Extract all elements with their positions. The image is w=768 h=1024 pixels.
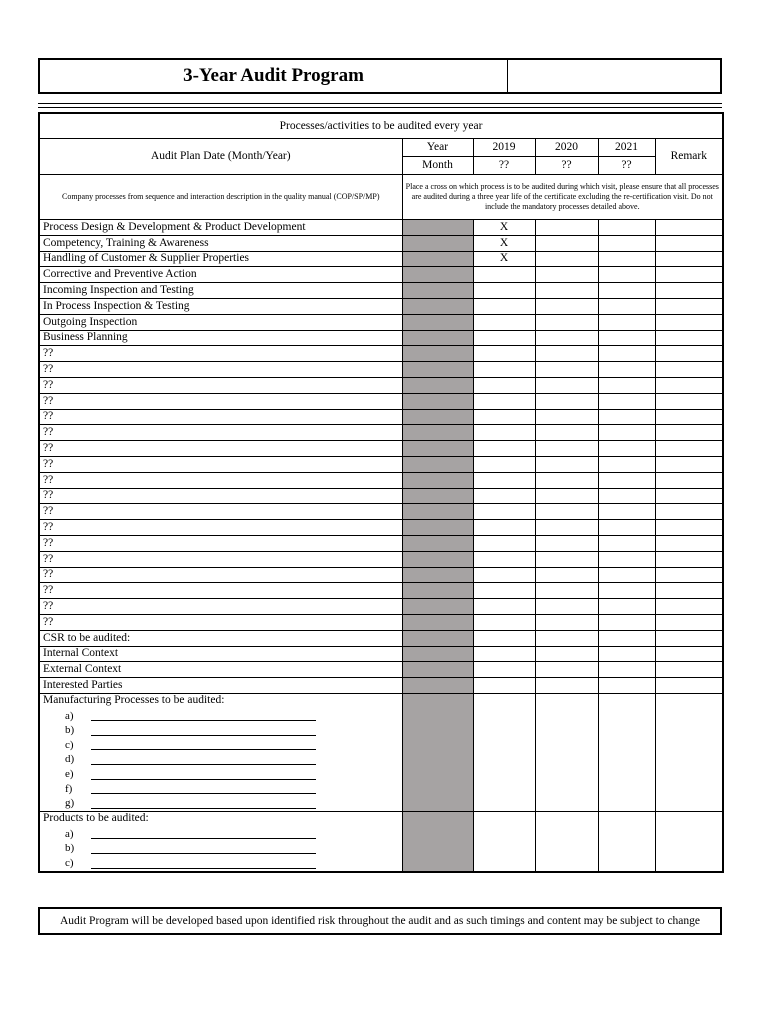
shaded-cell [402,283,473,299]
cell-2019[interactable] [473,298,535,314]
page-title: 3-Year Audit Program [40,60,508,92]
process-label: ?? [39,599,402,615]
shaded-cell [402,267,473,283]
process-label: ?? [39,583,402,599]
shaded-cell [402,441,473,457]
cell-2019[interactable] [473,330,535,346]
table-row [39,646,723,662]
cell-2020[interactable] [535,283,598,299]
process-label: ?? [39,377,402,393]
shaded-cell [402,812,473,872]
cell-2020[interactable] [535,441,598,457]
remark-cell[interactable] [655,520,723,536]
remark-cell[interactable] [655,504,723,520]
products-item [43,827,399,842]
table-row [39,362,723,378]
cell-2019[interactable] [473,583,535,599]
item-letter: a) [65,709,74,722]
table-row [39,298,723,314]
cell-2019[interactable] [473,614,535,630]
cell-2021[interactable] [598,298,655,314]
shaded-cell [402,472,473,488]
products-item [43,856,399,871]
item-letter: b) [65,842,75,855]
process-label: Business Planning [39,330,402,346]
cell-2020[interactable] [535,425,598,441]
process-label: Incoming Inspection and Testing [39,283,402,299]
shaded-cell [402,488,473,504]
year-label: Year [402,139,473,157]
remark-cell[interactable] [655,614,723,630]
shaded-cell [402,220,473,236]
shaded-cell [402,251,473,267]
process-label: Competency, Training & Awareness [39,235,402,251]
remark-cell[interactable] [655,314,723,330]
table-row [39,314,723,330]
cell-2020[interactable] [535,535,598,551]
cell-2021[interactable] [598,488,655,504]
remark-cell[interactable] [655,630,723,646]
item-letter: c) [65,738,74,751]
year-row [39,139,723,157]
cell-2019[interactable]: X [473,235,535,251]
shaded-cell [402,504,473,520]
manufacturing-processes-item [43,782,399,797]
table-row [39,520,723,536]
products-item [43,842,399,857]
table-row [39,472,723,488]
process-label: Process Design & Development & Product Development [39,220,402,236]
products-row [39,812,723,872]
cell-2021[interactable] [598,425,655,441]
shaded-cell [402,425,473,441]
cell-2020[interactable] [535,409,598,425]
year-2020: 2020 [535,139,598,157]
cell-2020[interactable] [535,377,598,393]
table-row [39,630,723,646]
cell-2019[interactable] [473,362,535,378]
process-label: Internal Context [39,646,402,662]
cell-2019[interactable] [473,346,535,362]
table-row [39,346,723,362]
cell-2020[interactable] [535,567,598,583]
remark-cell[interactable] [655,251,723,267]
cell-2021[interactable] [598,678,655,694]
shaded-cell [402,583,473,599]
process-label: ?? [39,393,402,409]
cell-2020[interactable] [535,488,598,504]
process-label: ?? [39,362,402,378]
process-label: ?? [39,346,402,362]
shaded-cell [402,551,473,567]
process-label: ?? [39,488,402,504]
cell-2020[interactable] [535,583,598,599]
cell-2019[interactable] [473,693,535,811]
blank-line[interactable] [91,799,316,809]
remark-cell[interactable] [655,693,723,811]
remark-cell[interactable] [655,362,723,378]
remark-cell[interactable] [655,267,723,283]
shaded-cell [402,567,473,583]
cell-2019[interactable] [473,425,535,441]
shaded-cell [402,314,473,330]
manufacturing-processes-item [43,753,399,768]
item-letter: e) [65,768,74,781]
blank-line[interactable] [91,755,316,765]
remark-cell[interactable] [655,377,723,393]
cell-2019[interactable] [473,314,535,330]
remark-cell[interactable] [655,488,723,504]
blank-line[interactable] [91,859,316,869]
item-letter: a) [65,827,74,840]
instructions-text: Place a cross on which process is to be audited during which visit, please ensure that all processes are audited during a three year life of the certificate excluding the re-certification visit. Do not include the mandatory processes detailed above. [402,175,723,220]
cell-2020[interactable] [535,267,598,283]
remark-label: Remark [655,139,723,175]
process-label: CSR to be audited: [39,630,402,646]
cell-2019[interactable] [473,393,535,409]
shaded-cell [402,678,473,694]
table-row [39,441,723,457]
blank-line[interactable] [91,844,316,854]
table-row [39,662,723,678]
manufacturing-processes-row [39,693,723,811]
divider-line [38,103,722,104]
cell-2021[interactable] [598,220,655,236]
remark-cell[interactable] [655,235,723,251]
cell-2019[interactable]: X [473,251,535,267]
cell-2021[interactable] [598,812,655,872]
table-row [39,409,723,425]
cell-2021[interactable] [598,630,655,646]
process-label: ?? [39,456,402,472]
cell-2019[interactable] [473,551,535,567]
remark-cell[interactable] [655,330,723,346]
cell-2020[interactable] [535,504,598,520]
remark-cell[interactable] [655,646,723,662]
shaded-cell [402,456,473,472]
table-row [39,425,723,441]
cell-2019[interactable] [473,812,535,872]
remark-cell[interactable] [655,583,723,599]
shaded-cell [402,235,473,251]
table-row [39,330,723,346]
cell-2021[interactable] [598,614,655,630]
table-row [39,283,723,299]
process-label: ?? [39,520,402,536]
table-row [39,678,723,694]
cell-2019[interactable] [473,520,535,536]
blank-line[interactable] [91,711,316,721]
cell-2020[interactable] [535,551,598,567]
item-letter: d) [65,753,75,766]
cell-2021[interactable] [598,267,655,283]
item-letter: b) [65,724,75,737]
cell-2020[interactable] [535,693,598,811]
table-row [39,567,723,583]
remark-cell[interactable] [655,472,723,488]
shaded-cell [402,535,473,551]
remark-cell[interactable] [655,393,723,409]
shaded-cell [402,393,473,409]
shaded-cell [402,646,473,662]
table-row [39,456,723,472]
blank-line[interactable] [91,770,316,780]
remark-cell[interactable] [655,441,723,457]
cell-2019[interactable] [473,377,535,393]
month-2021: ?? [598,157,655,175]
cell-2021[interactable] [598,535,655,551]
table-row [39,251,723,267]
cell-2021[interactable] [598,441,655,457]
process-label: External Context [39,662,402,678]
table-row [39,267,723,283]
cell-2019[interactable] [473,456,535,472]
blank-line[interactable] [91,784,316,794]
table-row [39,504,723,520]
cell-2020[interactable] [535,678,598,694]
cell-2019[interactable] [473,488,535,504]
cell-2021[interactable] [598,583,655,599]
cell-2021[interactable] [598,377,655,393]
cell-2019[interactable] [473,662,535,678]
remark-cell[interactable] [655,662,723,678]
shaded-cell [402,599,473,615]
table-row [39,583,723,599]
month-label: Month [402,157,473,175]
cell-2020[interactable] [535,220,598,236]
process-label: ?? [39,535,402,551]
cell-2020[interactable] [535,362,598,378]
remark-cell[interactable] [655,298,723,314]
manufacturing-processes-item [43,724,399,739]
year-2019: 2019 [473,139,535,157]
shaded-cell [402,298,473,314]
remark-cell[interactable] [655,535,723,551]
cell-2021[interactable] [598,520,655,536]
remark-cell[interactable] [655,812,723,872]
remark-cell[interactable] [655,551,723,567]
process-label: ?? [39,614,402,630]
audit-program-table [38,112,724,873]
products-label: Products to be audited: [43,812,149,825]
cell-2020[interactable] [535,330,598,346]
cell-2021[interactable] [598,362,655,378]
cell-2019[interactable] [473,567,535,583]
cell-2021[interactable] [598,330,655,346]
cell-2021[interactable] [598,599,655,615]
cell-2021[interactable] [598,567,655,583]
divider-line [38,107,722,108]
cell-2021[interactable] [598,393,655,409]
month-2019: ?? [473,157,535,175]
process-label: Corrective and Preventive Action [39,267,402,283]
table-row [39,220,723,236]
section-title: Processes/activities to be audited every year [39,113,723,139]
cell-2021[interactable] [598,409,655,425]
cell-2019[interactable]: X [473,220,535,236]
blank-line[interactable] [91,829,316,839]
month-2020: ?? [535,157,598,175]
footer-note: Audit Program will be developed based upon identified risk throughout the audit and as such timings and content may be subject to change [38,907,722,935]
cell-2021[interactable] [598,283,655,299]
cell-2021[interactable] [598,251,655,267]
remark-cell[interactable] [655,425,723,441]
cell-2021[interactable] [598,456,655,472]
manufacturing-processes-item [43,796,399,811]
cell-2020[interactable] [535,456,598,472]
cell-2019[interactable] [473,646,535,662]
section-title-row [39,113,723,139]
company-processes-label: Company processes from sequence and interaction description in the quality manual (COP/SP/MP) [39,175,402,220]
shaded-cell [402,377,473,393]
manufacturing-processes-cell [39,693,402,811]
cell-2021[interactable] [598,693,655,811]
cell-2019[interactable] [473,441,535,457]
instructions-row [39,175,723,220]
remark-cell[interactable] [655,678,723,694]
cell-2021[interactable] [598,551,655,567]
cell-2020[interactable] [535,630,598,646]
cell-2020[interactable] [535,393,598,409]
cell-2020[interactable] [535,314,598,330]
cell-2021[interactable] [598,662,655,678]
process-label: ?? [39,504,402,520]
products-cell [39,812,402,872]
table-row [39,488,723,504]
plan-date-label: Audit Plan Date (Month/Year) [39,139,402,175]
cell-2020[interactable] [535,614,598,630]
shaded-cell [402,409,473,425]
cell-2019[interactable] [473,535,535,551]
remark-cell[interactable] [655,346,723,362]
process-label: ?? [39,551,402,567]
blank-line[interactable] [91,740,316,750]
cell-2019[interactable] [473,472,535,488]
cell-2021[interactable] [598,472,655,488]
title-blank-cell [508,60,720,92]
cell-2020[interactable] [535,599,598,615]
cell-2020[interactable] [535,235,598,251]
process-label: ?? [39,472,402,488]
cell-2020[interactable] [535,298,598,314]
remark-cell[interactable] [655,599,723,615]
cell-2020[interactable] [535,662,598,678]
cell-2020[interactable] [535,346,598,362]
process-label: ?? [39,441,402,457]
item-letter: g) [65,797,75,810]
shaded-cell [402,330,473,346]
manufacturing-processes-label: Manufacturing Processes to be audited: [43,693,225,706]
cell-2020[interactable] [535,646,598,662]
item-letter: c) [65,857,74,870]
cell-2019[interactable] [473,630,535,646]
table-row [39,235,723,251]
table-row [39,551,723,567]
cell-2019[interactable] [473,599,535,615]
process-label: Interested Parties [39,678,402,694]
shaded-cell [402,520,473,536]
cell-2019[interactable] [473,267,535,283]
blank-line[interactable] [91,726,316,736]
process-label: Outgoing Inspection [39,314,402,330]
cell-2019[interactable] [473,504,535,520]
table-row [39,614,723,630]
remark-cell[interactable] [655,409,723,425]
cell-2019[interactable] [473,678,535,694]
cell-2019[interactable] [473,283,535,299]
process-label: ?? [39,567,402,583]
table-row [39,599,723,615]
cell-2021[interactable] [598,235,655,251]
cell-2021[interactable] [598,346,655,362]
process-label: ?? [39,425,402,441]
manufacturing-processes-item [43,709,399,724]
table-row [39,377,723,393]
process-label: In Process Inspection & Testing [39,298,402,314]
year-2021: 2021 [598,139,655,157]
shaded-cell [402,630,473,646]
shaded-cell [402,346,473,362]
process-label: Handling of Customer & Supplier Properties [39,251,402,267]
cell-2021[interactable] [598,646,655,662]
title-box [38,58,722,94]
shaded-cell [402,693,473,811]
cell-2020[interactable] [535,812,598,872]
process-label: ?? [39,409,402,425]
remark-cell[interactable] [655,220,723,236]
table-row [39,535,723,551]
remark-cell[interactable] [655,456,723,472]
cell-2019[interactable] [473,409,535,425]
cell-2020[interactable] [535,520,598,536]
manufacturing-processes-item [43,738,399,753]
cell-2021[interactable] [598,314,655,330]
remark-cell[interactable] [655,283,723,299]
cell-2020[interactable] [535,251,598,267]
table-row [39,393,723,409]
manufacturing-processes-item [43,767,399,782]
shaded-cell [402,614,473,630]
cell-2021[interactable] [598,504,655,520]
item-letter: f) [65,782,73,795]
cell-2020[interactable] [535,472,598,488]
shaded-cell [402,662,473,678]
remark-cell[interactable] [655,567,723,583]
shaded-cell [402,362,473,378]
